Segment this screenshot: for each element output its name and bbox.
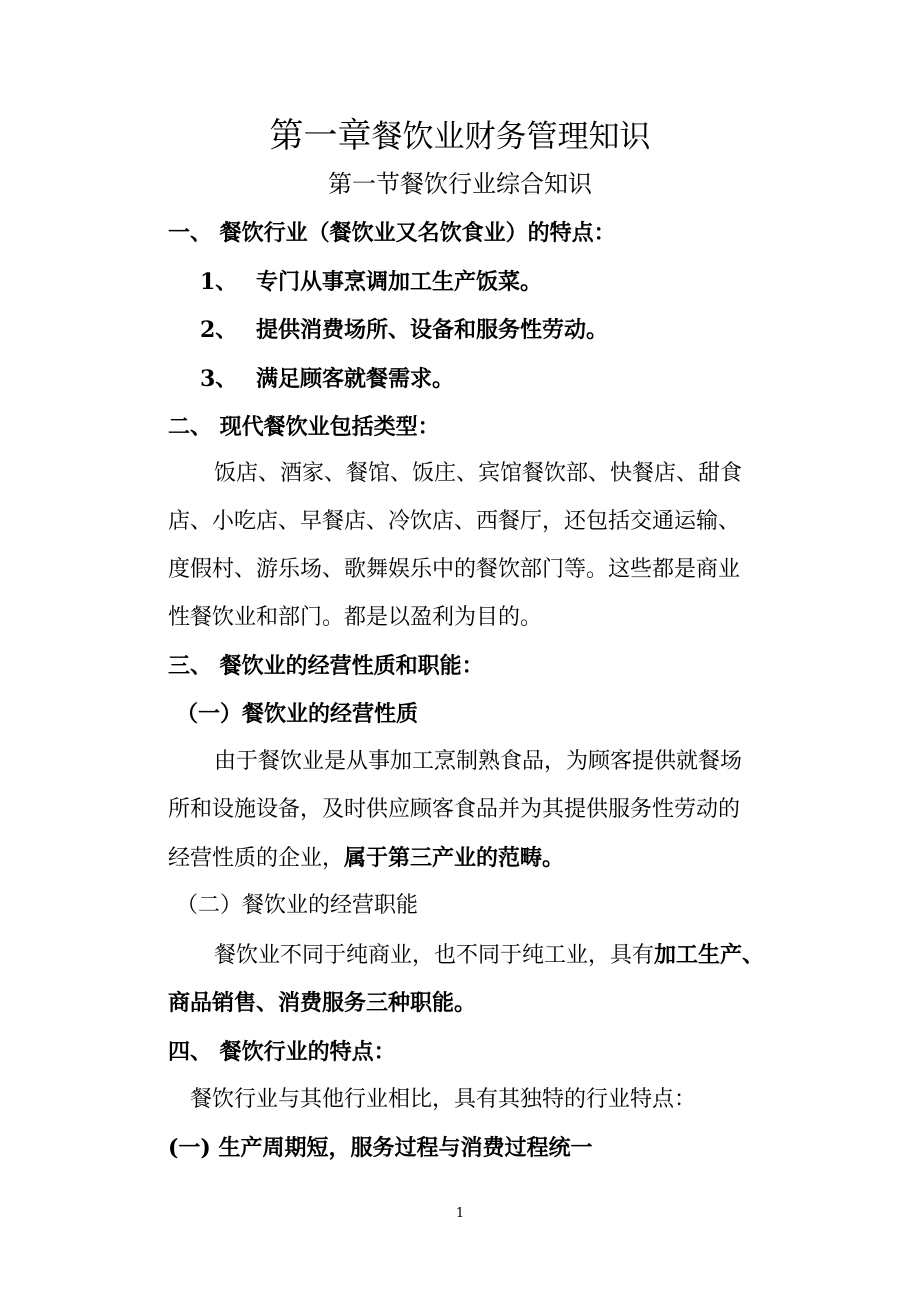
section3-sub1-line3-plain: 经营性质的企业， bbox=[168, 846, 345, 871]
section3-heading: 三、 餐饮业的经营性质和职能： bbox=[168, 653, 484, 679]
section3-sub1-line2: 所和设施设备，及时供应顾客食品并为其提供服务性劳动的 bbox=[168, 797, 741, 822]
section3-sub2-line2: 商品销售、消费服务三种职能。 bbox=[168, 990, 477, 1016]
section3-sub1-line1: 由于餐饮业是从事加工烹制熟食品，为顾客提供就餐场 bbox=[214, 749, 743, 774]
section2-paragraph-line4: 性餐饮业和部门。都是以盈利为目的。 bbox=[168, 605, 543, 630]
section1-item3-number: 3、 bbox=[200, 366, 238, 392]
section2-paragraph-line3: 度假村、游乐场、歌舞娱乐中的餐饮部门等。这些都是商业 bbox=[168, 557, 741, 582]
section1-item1-number: 1、 bbox=[200, 269, 238, 295]
section1-item2-text: 提供消费场所、设备和服务性劳动。 bbox=[256, 317, 609, 343]
section3-sub1-line3-bold: 属于第三产业的范畴。 bbox=[344, 845, 565, 871]
section2-paragraph-line1: 饭店、酒家、餐馆、饭庄、宾馆餐饮部、快餐店、甜食 bbox=[214, 461, 743, 486]
section3-sub2-heading: （二）餐饮业的经营职能 bbox=[176, 893, 419, 918]
section3-sub2-line1-bold: 加工生产、 bbox=[654, 942, 765, 968]
section3-sub1-heading: （一）餐饮业的经营性质 bbox=[176, 701, 419, 727]
chapter-name: 餐饮业财务管理知识 bbox=[371, 119, 651, 155]
section4-intro: 餐饮行业与其他行业相比，具有其独特的行业特点： bbox=[190, 1087, 697, 1112]
chapter-title bbox=[0, 116, 920, 157]
section4-heading: 四、 餐饮行业的特点： bbox=[168, 1039, 396, 1065]
section4-sub1-heading: (一) 生产周期短，服务过程与消费过程统一 bbox=[168, 1135, 593, 1161]
section-title: 第一节餐饮行业综合知识 bbox=[328, 170, 592, 198]
section1-item3-text: 满足顾客就餐需求。 bbox=[256, 366, 455, 392]
section2-paragraph-line2: 店、小吃店、早餐店、冷饮店、西餐厅，还包括交通运输、 bbox=[168, 509, 741, 534]
section2-heading: 二、 现代餐饮业包括类型： bbox=[168, 414, 440, 440]
section3-sub1-line3 bbox=[168, 843, 564, 874]
section3-sub2-line1 bbox=[214, 940, 764, 971]
chapter-number: 第一章 bbox=[269, 116, 372, 156]
page-number: 1 bbox=[455, 1206, 465, 1221]
section1-item2-number: 2、 bbox=[200, 317, 238, 343]
section3-sub2-line1-plain: 餐饮业不同于纯商业，也不同于纯工业，具有 bbox=[214, 943, 655, 968]
section1-heading: 一、 餐饮行业（餐饮业又名饮食业）的特点： bbox=[168, 220, 616, 246]
section1-item1-text: 专门从事烹调加工生产饭菜。 bbox=[256, 269, 543, 295]
